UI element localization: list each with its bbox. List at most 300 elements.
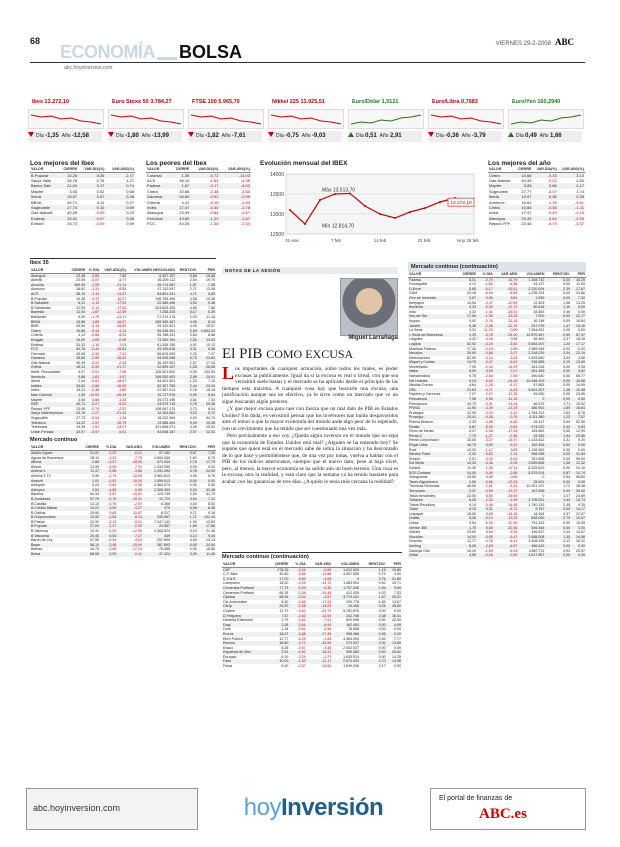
table-cell: 5,17: [176, 310, 198, 315]
table-cell: 18.683: [533, 309, 545, 314]
table-cell: -17,54: [100, 301, 127, 306]
table-cell: 10,33: [456, 461, 477, 466]
table-cell: -2,41: [117, 552, 143, 557]
table-cell: -2,44: [86, 347, 100, 352]
table-cell: 27,73: [59, 205, 78, 210]
table-cell: -0,17: [477, 287, 494, 292]
table-cell: -5,77: [118, 278, 127, 283]
table-cell: BBVA: [30, 320, 68, 325]
table-cell: 6,88: [208, 333, 215, 338]
table-cell: 25.001: [518, 480, 545, 485]
best-ibex-panel: [30, 160, 135, 227]
table-cell: 2,29: [469, 420, 477, 424]
table-cell: 4,92: [189, 342, 197, 347]
table-cell: 0,96: [510, 337, 518, 342]
table-cell: -0,49: [477, 471, 494, 476]
table-cell: 2,76: [171, 460, 198, 465]
table-cell: 36.102.952: [157, 360, 176, 365]
table-cell: -10,31: [117, 497, 143, 502]
table-cell: 13,08: [206, 287, 215, 292]
table-cell: -0,09: [95, 210, 105, 216]
table-cell: Tubacex: [408, 498, 456, 503]
table-cell: 4,12: [78, 333, 86, 338]
table-cell: Baron de Ley: [31, 538, 53, 543]
column-header: RENT.DIV.: [545, 272, 571, 277]
table-cell: 1,27: [563, 493, 571, 498]
table-cell: 0,00: [485, 493, 493, 498]
table-cell: -1,83: [323, 636, 332, 641]
table-cell: Banco Sab: [30, 183, 59, 188]
table-cell: 49.930: [533, 392, 545, 397]
table-cell: -0,04: [90, 416, 100, 420]
table-cell: 0,24: [189, 529, 197, 534]
table-cell: -5,93: [509, 548, 518, 553]
table-cell: 0,00: [378, 654, 386, 659]
data-point: [364, 205, 366, 207]
table-cell: 19,22: [78, 506, 100, 511]
table-cell: 0,00: [394, 627, 401, 632]
mc-right-title: Mercado continuo (continuación): [408, 262, 586, 272]
table-cell: -11,39: [132, 473, 143, 478]
table-cell: Unión Fenosa: [30, 430, 68, 435]
table-cell: 82.307.769: [127, 384, 176, 389]
table-cell: 1,62: [563, 410, 571, 415]
table-cell: 0,79: [378, 572, 386, 577]
table-cell: 0,78: [469, 374, 477, 379]
table-cell: 18,20: [279, 581, 289, 586]
table-cell: -1,63: [86, 375, 100, 380]
table-cell: Mecalux: [408, 351, 456, 356]
column-header: VAR.AÑO(%): [105, 167, 135, 172]
table-cell: 1,91: [78, 479, 100, 484]
table-cell: -0,59: [477, 489, 494, 494]
arrow-up-icon: [508, 132, 514, 137]
table-cell: 25,36: [198, 402, 216, 407]
table-cell: Endesa: [30, 216, 59, 221]
table-cell: 1,87: [176, 283, 198, 288]
table-cell: 10,66: [515, 172, 533, 178]
table-cell: 0,00: [571, 526, 586, 531]
table-cell: 380.902: [518, 406, 545, 411]
hoyinversion-logo[interactable]: [202, 788, 425, 828]
table-cell: 5,72: [198, 411, 216, 416]
table-cell: 3.773.101: [332, 595, 360, 600]
table-cell: 20,76: [68, 411, 86, 416]
table-cell: 0,38: [456, 324, 477, 329]
index-label: Ibex 13.272,10: [32, 99, 70, 105]
table-cell: 17,79: [198, 460, 216, 465]
table-cell: 12,19: [571, 351, 586, 356]
table-cell: 15,97: [206, 324, 215, 329]
index-change: Día 0,49 Año 1,66: [508, 131, 582, 142]
table-cell: 13,92: [78, 515, 100, 520]
data-point: [424, 207, 426, 209]
table-cell: Antena 3 TV: [31, 473, 51, 478]
abc-logo[interactable]: ABC.es: [479, 806, 527, 822]
table-cell: 106.087.175: [155, 406, 176, 411]
table-cell: 7,26: [198, 450, 216, 455]
table-cell: -2,33: [477, 498, 494, 503]
table-cell: 4.364.979: [154, 483, 171, 488]
table-cell: -11,17: [307, 659, 333, 664]
ibex-chart: [260, 170, 482, 246]
table-cell: 22.389.496: [127, 301, 176, 306]
table-cell: 998.398: [518, 452, 545, 457]
table-cell: 1,60: [189, 455, 197, 460]
table-cell: 57,47: [571, 333, 586, 338]
table-cell: 0: [542, 493, 545, 498]
table-cell: 0,00: [510, 475, 518, 480]
table-cell: Uralita: [408, 516, 456, 521]
table-cell: 242.768: [332, 614, 360, 619]
table-cell: Abengoa: [30, 273, 68, 278]
table-cell: 0,00: [563, 318, 571, 323]
table-cell: Colonial: [146, 172, 170, 178]
index-label: Euro/Yen 160,2940: [512, 99, 561, 105]
table-cell: 152.426: [518, 443, 545, 448]
ibex-chart-panel: [260, 160, 482, 246]
table-cell: 2,51: [469, 456, 477, 461]
table-cell: -0,76: [484, 318, 493, 323]
drop-cap: L: [222, 363, 235, 383]
table-cell: 34.137: [533, 282, 545, 287]
table-cell: -2,07: [484, 392, 493, 397]
table-row: [30, 552, 216, 557]
table-cell: 0,27: [126, 199, 134, 205]
table-cell: 12,77: [279, 636, 289, 641]
table-cell: 22.567.012: [157, 388, 176, 393]
table-cell: 9,62: [571, 369, 586, 374]
table-cell: 0,35: [78, 172, 105, 178]
x-tick-label: 7 feb: [330, 238, 342, 243]
section-url[interactable]: abc.hoyinversion.com: [64, 65, 113, 71]
table-cell: Ercros: [222, 632, 268, 637]
table-cell: 54,70: [206, 416, 215, 420]
table-cell: 17,40: [467, 346, 477, 351]
table-cell: 1,71: [563, 401, 571, 406]
table-cell: 40,80: [279, 572, 289, 577]
table-cell: 11,38: [198, 552, 216, 557]
table-cell: Repsol YPF: [489, 221, 511, 227]
table-cell: 341.016: [531, 364, 545, 369]
table-cell: -2,44: [289, 567, 306, 572]
table-cell: B.Galicia: [31, 510, 46, 515]
table-cell: 40,49: [67, 210, 78, 216]
table-cell: -11,14: [494, 397, 519, 402]
table-cell: 0,00: [510, 328, 518, 333]
table-cell: Vueling: [408, 544, 456, 549]
table-cell: 2,52: [78, 488, 100, 493]
table-cell: Bayer: [30, 543, 78, 548]
table-cell: 7,53: [394, 590, 401, 595]
table-cell: 1,35: [68, 393, 86, 398]
table-cell: 0,66: [92, 397, 100, 402]
index-change: Día 0,51 Año 2,91: [348, 131, 422, 142]
table-cell: -13,25: [494, 314, 519, 319]
table-cell: 1,15: [360, 567, 387, 572]
table-cell: -1,13: [86, 301, 100, 306]
table-cell: 5.601.307: [518, 388, 545, 393]
table-cell: 9,90: [78, 314, 86, 319]
table-cell: 4,19: [545, 360, 571, 365]
table-cell: 1,83: [378, 599, 386, 604]
footer-url[interactable]: abc.hoyinversion.com: [33, 803, 121, 813]
table-cell: 0,00: [545, 397, 571, 402]
table-cell: 0,00: [208, 483, 215, 488]
table-cell: -2,67: [219, 216, 251, 221]
table-cell: -7,03: [118, 342, 127, 347]
table-cell: -25,51: [507, 309, 518, 314]
table-cell: 10,80: [387, 567, 402, 572]
table-cell: GAM: [409, 291, 418, 296]
table-cell: 4,70: [360, 659, 387, 664]
table-cell: 1,27: [126, 178, 134, 183]
index-change: Día -1,82 Año -7,61: [188, 131, 262, 142]
table-cell: 21,91: [78, 450, 100, 455]
table-cell: 0,00: [545, 296, 571, 301]
table-cell: Indo: [409, 309, 416, 314]
table-cell: -0,57: [90, 278, 100, 283]
table-cell: -13,03: [494, 516, 519, 521]
table-cell: 52,96: [576, 420, 585, 424]
table-cell: 12,77: [467, 539, 477, 544]
table-cell: -12,72: [494, 305, 519, 310]
table-cell: Nicolás Correa: [409, 383, 433, 388]
table-cell: B.Popular: [31, 296, 47, 301]
table-cell: 2,39: [545, 287, 571, 292]
table-cell: 9,68: [68, 375, 86, 380]
table-cell: -0,76: [477, 333, 494, 338]
table-cell: -0,40: [547, 210, 557, 216]
table-cell: Miquel y Costas: [408, 360, 456, 365]
table-cell: Abengoa: [147, 210, 164, 216]
column-header: CIERRE: [515, 167, 533, 172]
table-cell: -2,46: [323, 627, 332, 632]
table-cell: -0,01: [90, 370, 100, 375]
table-cell: 13,58: [68, 320, 86, 325]
table-cell: 2.363.524: [154, 529, 171, 534]
table-cell: 38,60: [268, 641, 290, 646]
table-cell: 7,06: [456, 397, 477, 402]
table-cell: Natraceutical: [409, 374, 430, 379]
table-cell: -0,81: [90, 379, 100, 384]
table-cell: 0: [518, 397, 545, 402]
table-cell: 1,90: [189, 519, 197, 524]
table-cell: 3,13: [558, 172, 585, 178]
table-cell: 3,34: [545, 351, 571, 356]
table-cell: -3,05: [494, 461, 519, 466]
column-header: CIERRE: [456, 272, 477, 277]
table-cell: Azkoyen: [30, 488, 78, 493]
table-cell: -2,99: [219, 194, 251, 199]
table-cell: 0,00: [563, 392, 571, 397]
table-cell: 10,13: [206, 342, 215, 347]
table-cell: 1.941.494: [143, 469, 171, 474]
table-cell: 13,99: [90, 464, 100, 469]
table-cell: 65,77: [576, 374, 585, 379]
footer-url-box[interactable]: [26, 788, 198, 830]
table-cell: 35.446.301: [127, 329, 176, 334]
table-cell: 9,18: [208, 510, 215, 515]
table-cell: -2,57: [118, 406, 127, 411]
table-cell: 27.374.175: [157, 314, 176, 319]
table-cell: -2,44: [484, 364, 493, 369]
table-cell: -1,27: [477, 434, 494, 439]
table-cell: -4,67: [297, 645, 306, 650]
table-cell: 55.786.241: [157, 333, 176, 338]
table-cell: 808.000: [518, 516, 545, 521]
headline-small: COMO EXCUSA: [266, 347, 354, 361]
table-cell: B.Santander: [31, 305, 51, 310]
table-cell: Iberdrola: [30, 375, 68, 380]
table-cell: -5,03: [477, 425, 494, 430]
table-cell: 3.493.640: [528, 355, 545, 360]
table-cell: 0,00: [189, 538, 197, 543]
table-cell: 0,00: [100, 552, 117, 557]
table-cell: Cementos Portland: [223, 590, 254, 595]
table-cell: 3,67: [171, 450, 198, 455]
table-cell: 1,67: [360, 595, 387, 600]
table-cell: 6,20: [456, 498, 477, 503]
table-cell: 7,07: [469, 392, 477, 397]
table-cell: 1.635.514: [343, 654, 360, 659]
table-cell: Dogi: [222, 623, 268, 628]
y-tick-label: 12500: [270, 232, 284, 238]
table-cell: 29.073.196: [157, 397, 176, 402]
table-cell: 0,00: [571, 544, 586, 549]
table-cell: -6,88: [509, 282, 518, 287]
table-cell: -1,33: [118, 397, 127, 402]
index-card: [506, 97, 584, 147]
table-cell: 1,94: [360, 586, 387, 591]
table-cell: Cie Automotive: [223, 599, 248, 604]
table-cell: -0,38: [297, 590, 306, 595]
table-cell: -1,27: [86, 411, 100, 416]
column-header: VALOR: [30, 167, 59, 172]
table-cell: 0,00: [171, 552, 198, 557]
table-cell: -1,59: [289, 659, 306, 664]
table-cell: -3,22: [509, 410, 518, 415]
column-header: PER: [571, 272, 586, 277]
table-cell: Gen.de Inversión: [408, 296, 456, 301]
table-cell: Enfotel: [31, 221, 44, 227]
table-cell: -14,09: [507, 364, 518, 369]
table-cell: 2,51: [268, 650, 290, 655]
table-cell: 101,44: [198, 515, 216, 520]
table-cell: -10,41: [131, 492, 143, 497]
table-cell: 14,74: [571, 498, 586, 503]
table-cell: -15,41: [307, 650, 333, 655]
worst-ibex-panel: [146, 160, 251, 227]
table-cell: -2,87: [108, 492, 117, 497]
table-cell: 3,37: [456, 489, 477, 494]
table-cell: Azkoyen: [31, 483, 45, 488]
table-cell: 0,00: [545, 544, 571, 549]
table-cell: 196.827: [531, 530, 545, 535]
index-label: FTSE 100 5.965,70: [192, 99, 240, 105]
table-cell: 23,46: [521, 221, 532, 227]
table-cell: Avanzit: [30, 479, 78, 484]
table-cell: 17.132.097: [157, 287, 176, 292]
table-cell: 17,47: [170, 205, 191, 210]
table-cell: 22,00: [467, 493, 477, 498]
table-cell: -20,36: [494, 526, 519, 531]
table-cell: 65.625.099: [157, 351, 176, 356]
table-cell: 19,70: [206, 278, 215, 283]
table-cell: 1,10: [545, 305, 571, 310]
table-cell: 0,00: [485, 511, 493, 516]
table-cell: -2,93: [558, 216, 585, 221]
table-cell: La Seda: [409, 328, 423, 333]
table-cell: -0,17: [190, 183, 219, 188]
table-cell: 5.883.007: [518, 342, 545, 347]
table-cell: -0,64: [532, 216, 557, 221]
table-cell: Mapfre: [31, 188, 44, 194]
table-cell: -6,62: [509, 456, 518, 461]
table-cell: 17,56: [198, 524, 216, 529]
table-cell: 4.111.380: [518, 415, 545, 420]
table-cell: 0,00: [578, 346, 585, 351]
column-header: VOLUMEN: [143, 445, 171, 450]
table-cell: 16,16: [571, 324, 586, 329]
headline-main: El PIB: [222, 346, 263, 362]
table-cell: 4.364.094: [343, 636, 360, 641]
table-cell: Unipapel: [409, 511, 424, 516]
column-header: % DÍA: [477, 272, 494, 277]
column-paragraph: ¿Y qué mejor excusa para caer con fuerza que un mal dato de PIB en Estados Unidos? Sin duda, es verosímil pensar que los inversores han huido despavoridos ante el temor a que la mayor economía del mundo ande algo peor de lo esperado, con un crecimiento que ha tenido que ser cuestionado una vez más.: [222, 406, 398, 432]
table-cell: 7.554.831: [528, 328, 545, 333]
table-cell: 10,07: [571, 516, 586, 521]
table-cell: -26,19: [100, 393, 127, 398]
table-cell: -6,57: [494, 544, 519, 549]
table-cell: Befesa: [31, 547, 43, 552]
table-cell: -28,55: [116, 324, 127, 329]
table-cell: -17,49: [307, 632, 333, 637]
table-cell: 20,01: [198, 375, 216, 380]
table-cell: Martinsa Fadesa: [409, 346, 436, 351]
table-cell: 6,31: [68, 301, 86, 306]
table-cell: 43,80: [170, 216, 191, 221]
table-cell: Pescanova: [409, 401, 427, 406]
table-cell: -0,62: [297, 608, 306, 613]
abc-box[interactable]: [430, 788, 586, 830]
table-cell: -7,96: [118, 370, 127, 375]
table-cell: -0,21: [117, 450, 143, 455]
table-cell: -1,35: [547, 199, 557, 205]
table-cell: -2,65: [86, 273, 100, 278]
table-cell: 8,00: [208, 501, 215, 506]
table-cell: 26,50: [76, 324, 86, 329]
table-cell: PRISA: [408, 406, 456, 411]
mc-left-title: Mercado continuo: [30, 437, 78, 444]
section-divider: [157, 57, 177, 60]
table-cell: 54,34: [90, 492, 100, 497]
table-cell: -0,81: [100, 479, 117, 484]
table-cell: 11,30: [467, 465, 477, 470]
table-cell: 4,50: [189, 501, 197, 506]
table-cell: 4,32: [469, 309, 477, 314]
table-cell: 4,22: [469, 337, 477, 342]
table-cell: 16,41: [387, 614, 402, 619]
table-cell: Antena 3: [30, 469, 78, 474]
table-cell: 4.357.556: [343, 572, 360, 577]
table-cell: 14,54: [467, 300, 477, 305]
table-cell: Sogecable: [31, 416, 48, 420]
table-cell: -0,59: [86, 365, 100, 370]
column-author: Miguel Larrañaga: [348, 335, 398, 341]
table-cell: 4,54: [171, 497, 198, 502]
table-cell: 7,34: [208, 397, 215, 402]
